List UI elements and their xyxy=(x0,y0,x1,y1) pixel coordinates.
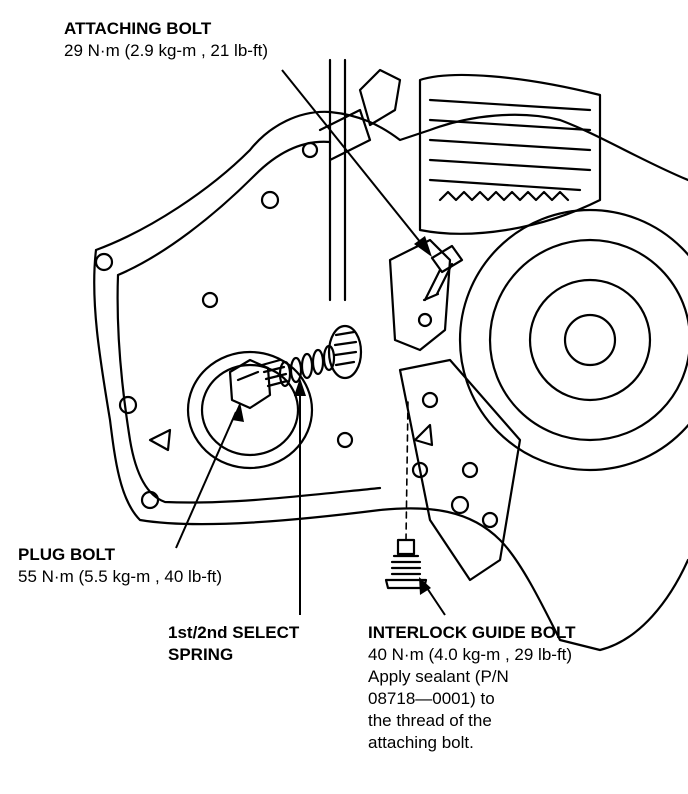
leader-attaching-bolt xyxy=(282,70,425,248)
select-spring-title-line1: 1st/2nd SELECT xyxy=(168,623,300,642)
select-spring-label xyxy=(168,622,299,666)
install-line xyxy=(406,400,408,540)
sealant-note-line1: Apply sealant (P/N xyxy=(368,667,509,686)
plug-bolt-bore-inner xyxy=(202,365,298,455)
flange-bolt-holes xyxy=(96,143,468,513)
interlock-bracket xyxy=(390,240,450,350)
sealant-note-line4: attaching bolt. xyxy=(368,733,474,752)
interlock-plate xyxy=(400,360,520,580)
case-rib xyxy=(150,430,170,450)
plug-bolt-label xyxy=(18,544,222,588)
leader-plug-bolt xyxy=(176,412,236,548)
plug-bolt-torque: 55 N·m (5.5 kg-m , 40 lb-ft) xyxy=(18,567,223,586)
interlock-guide-bolt-title: INTERLOCK GUIDE BOLT xyxy=(368,623,576,642)
plug-bolt-title: PLUG BOLT xyxy=(18,545,115,564)
gear-cluster xyxy=(420,75,600,234)
plug-bolt-part xyxy=(230,360,287,408)
select-spring-part xyxy=(280,346,334,386)
attaching-bolt-torque: 29 N·m (2.9 kg-m , 21 lb-ft) xyxy=(64,41,269,60)
plug-bolt-bore xyxy=(188,352,312,468)
attaching-bolt-label xyxy=(64,18,268,62)
case-rib xyxy=(415,425,432,445)
large-gear xyxy=(460,210,688,470)
case-flange xyxy=(118,142,380,503)
sealant-note-line3: the thread of the xyxy=(368,711,492,730)
select-spring-title-line2: SPRING xyxy=(168,645,234,664)
sealant-note-line2: 08718—0001) to xyxy=(368,689,495,708)
interlock-guide-bolt-label xyxy=(368,622,575,754)
interlock-guide-bolt-torque: 40 N·m (4.0 kg-m , 29 lb-ft) xyxy=(368,645,573,664)
attaching-bolt-title: ATTACHING BOLT xyxy=(64,19,212,38)
shift-fork xyxy=(360,70,400,125)
